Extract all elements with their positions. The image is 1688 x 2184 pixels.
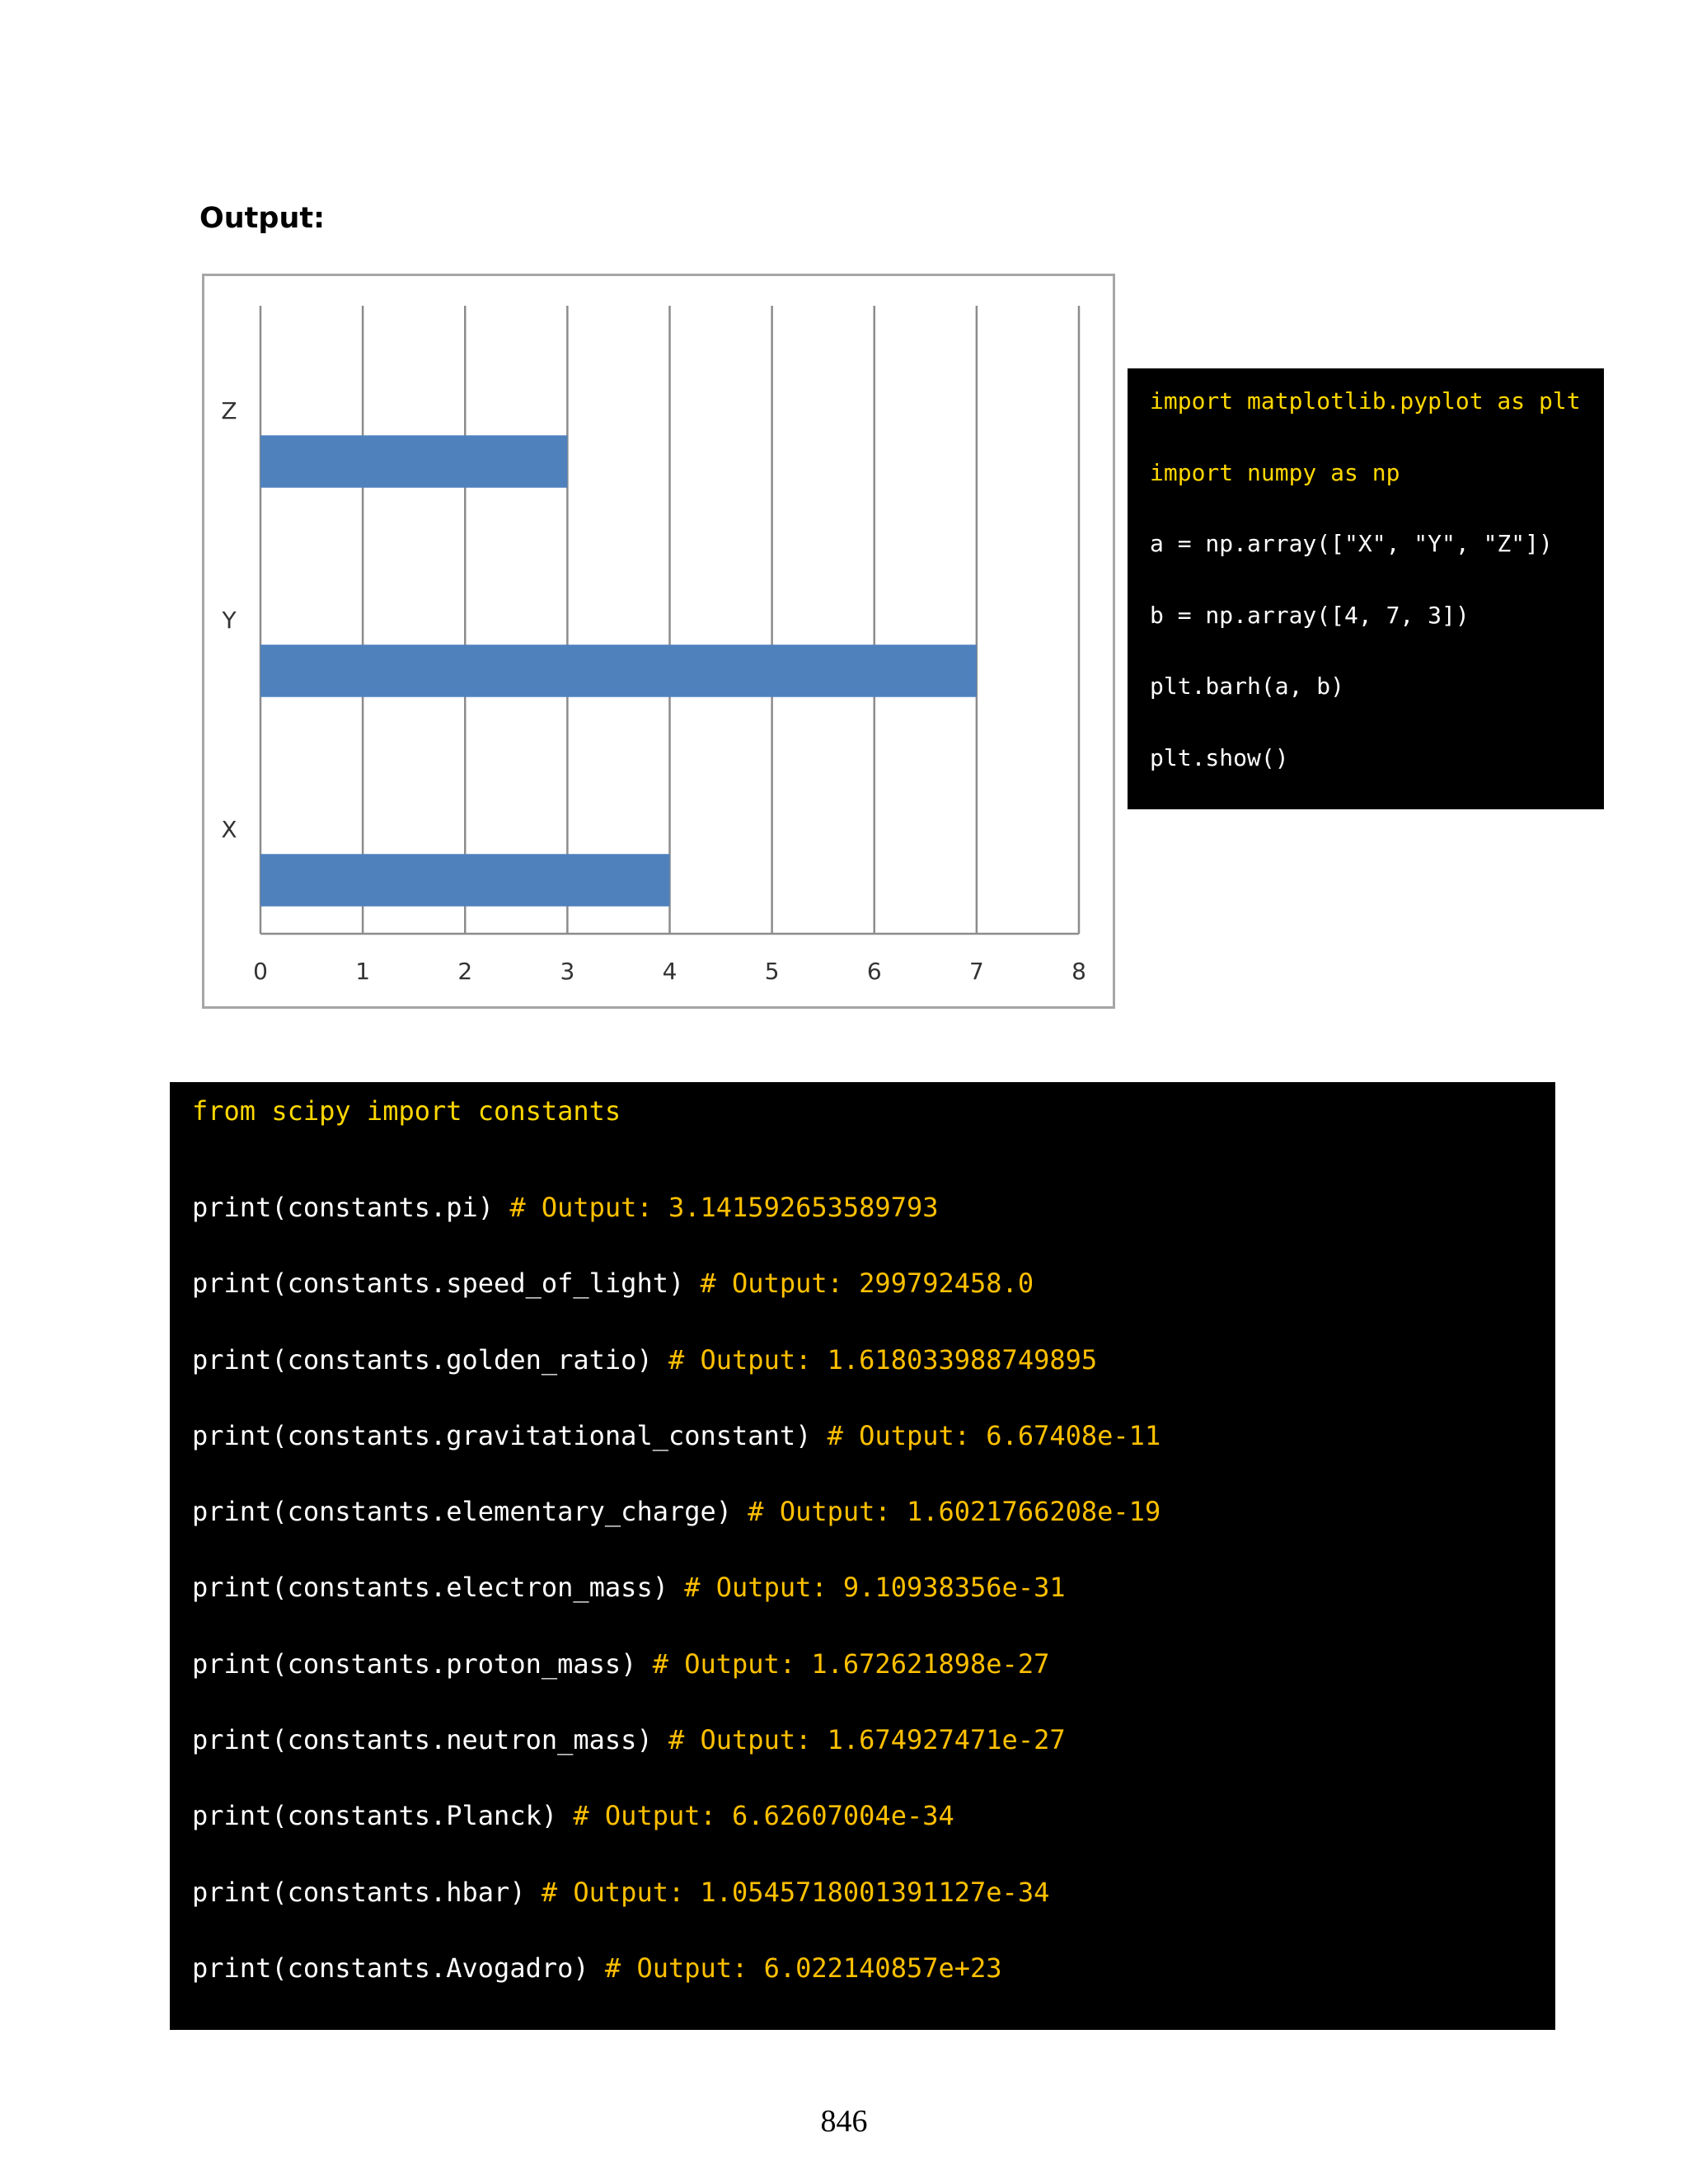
bar-x	[260, 854, 670, 907]
x-tick-label: 3	[560, 958, 575, 985]
code-text: print(constants.speed_of_light)	[192, 1268, 685, 1300]
y-category-label: Y	[222, 607, 237, 634]
code-line	[192, 1491, 1555, 1567]
x-tick-label: 4	[662, 958, 678, 985]
code-text: print(constants.electron_mass)	[192, 1572, 668, 1604]
x-tick-label: 2	[457, 958, 473, 985]
code-text: print(constants.elementary_charge)	[192, 1496, 733, 1528]
code-comment: # Output: 9.10938356e-31	[668, 1572, 1066, 1604]
code-line	[192, 1643, 1555, 1719]
code-text: print(constants.pi)	[192, 1192, 495, 1223]
code-comment: # Output: 1.672621898e-27	[636, 1647, 1050, 1680]
code-comment: # Output: 1.6021766208e-19	[732, 1496, 1161, 1528]
code-comment: # Output: 3.141592653589793	[494, 1192, 939, 1223]
code-line-import: from scipy import constants	[192, 1095, 621, 1127]
y-category-label: Z	[221, 397, 237, 424]
x-tick-label: 8	[1071, 958, 1086, 985]
code-comment: # Output: 1.0545718001391127e-34	[525, 1876, 1050, 1908]
code-text: print(constants.golden_ratio)	[192, 1343, 653, 1376]
code-block-matplotlib	[1128, 368, 1604, 809]
code-line	[192, 1947, 1555, 2023]
x-tick-label: 5	[764, 958, 780, 985]
x-tick-label: 1	[355, 958, 371, 985]
y-category-label: X	[221, 816, 237, 843]
bar-y	[260, 644, 977, 697]
code-comment: # Output: 299792458.0	[684, 1268, 1034, 1300]
x-tick-label: 6	[866, 958, 882, 985]
code-line: plt.show()	[1150, 743, 1289, 771]
code-text: print(constants.Planck)	[192, 1800, 558, 1832]
x-tick-label: 7	[968, 958, 984, 985]
code-line: import matplotlib.pyplot as plt	[1150, 387, 1581, 415]
code-line: a = np.array(["X", "Y", "Z"])	[1150, 530, 1553, 557]
code-text: print(constants.gravitational_constant)	[192, 1419, 812, 1451]
code-line	[192, 1415, 1555, 1491]
page-number: 846	[820, 2104, 868, 2139]
code-line: b = np.array([4, 7, 3])	[1150, 601, 1470, 629]
x-tick-label: 0	[253, 958, 268, 985]
code-line: import numpy as np	[1150, 458, 1400, 486]
code-text: print(constants.Avogadro)	[192, 1952, 589, 1984]
chart-plot-area	[204, 276, 1113, 1006]
code-line	[192, 1872, 1555, 1947]
output-heading: Output:	[199, 202, 326, 235]
code-text: print(constants.neutron_mass)	[192, 1724, 653, 1756]
code-line	[192, 1719, 1555, 1795]
code-comment: # Output: 6.62607004e-34	[557, 1800, 954, 1832]
code-block-scipy-constants	[170, 1082, 1555, 2030]
code-line	[192, 1795, 1555, 1871]
bar-z	[260, 435, 567, 488]
code-text: print(constants.hbar)	[192, 1876, 526, 1908]
code-line	[192, 1339, 1555, 1415]
code-line: plt.barh(a, b)	[1150, 673, 1345, 700]
code-line	[192, 1567, 1555, 1643]
code-comment: # Output: 6.67408e-11	[811, 1419, 1161, 1451]
code-line	[192, 1263, 1555, 1338]
code-comment: # Output: 6.022140857e+23	[588, 1952, 1002, 1984]
bar-chart	[202, 274, 1115, 1009]
code-text: print(constants.proton_mass)	[192, 1647, 637, 1680]
code-line	[192, 1187, 1555, 1263]
code-comment: # Output: 1.618033988749895	[652, 1343, 1098, 1376]
code-comment: # Output: 1.674927471e-27	[652, 1724, 1066, 1756]
